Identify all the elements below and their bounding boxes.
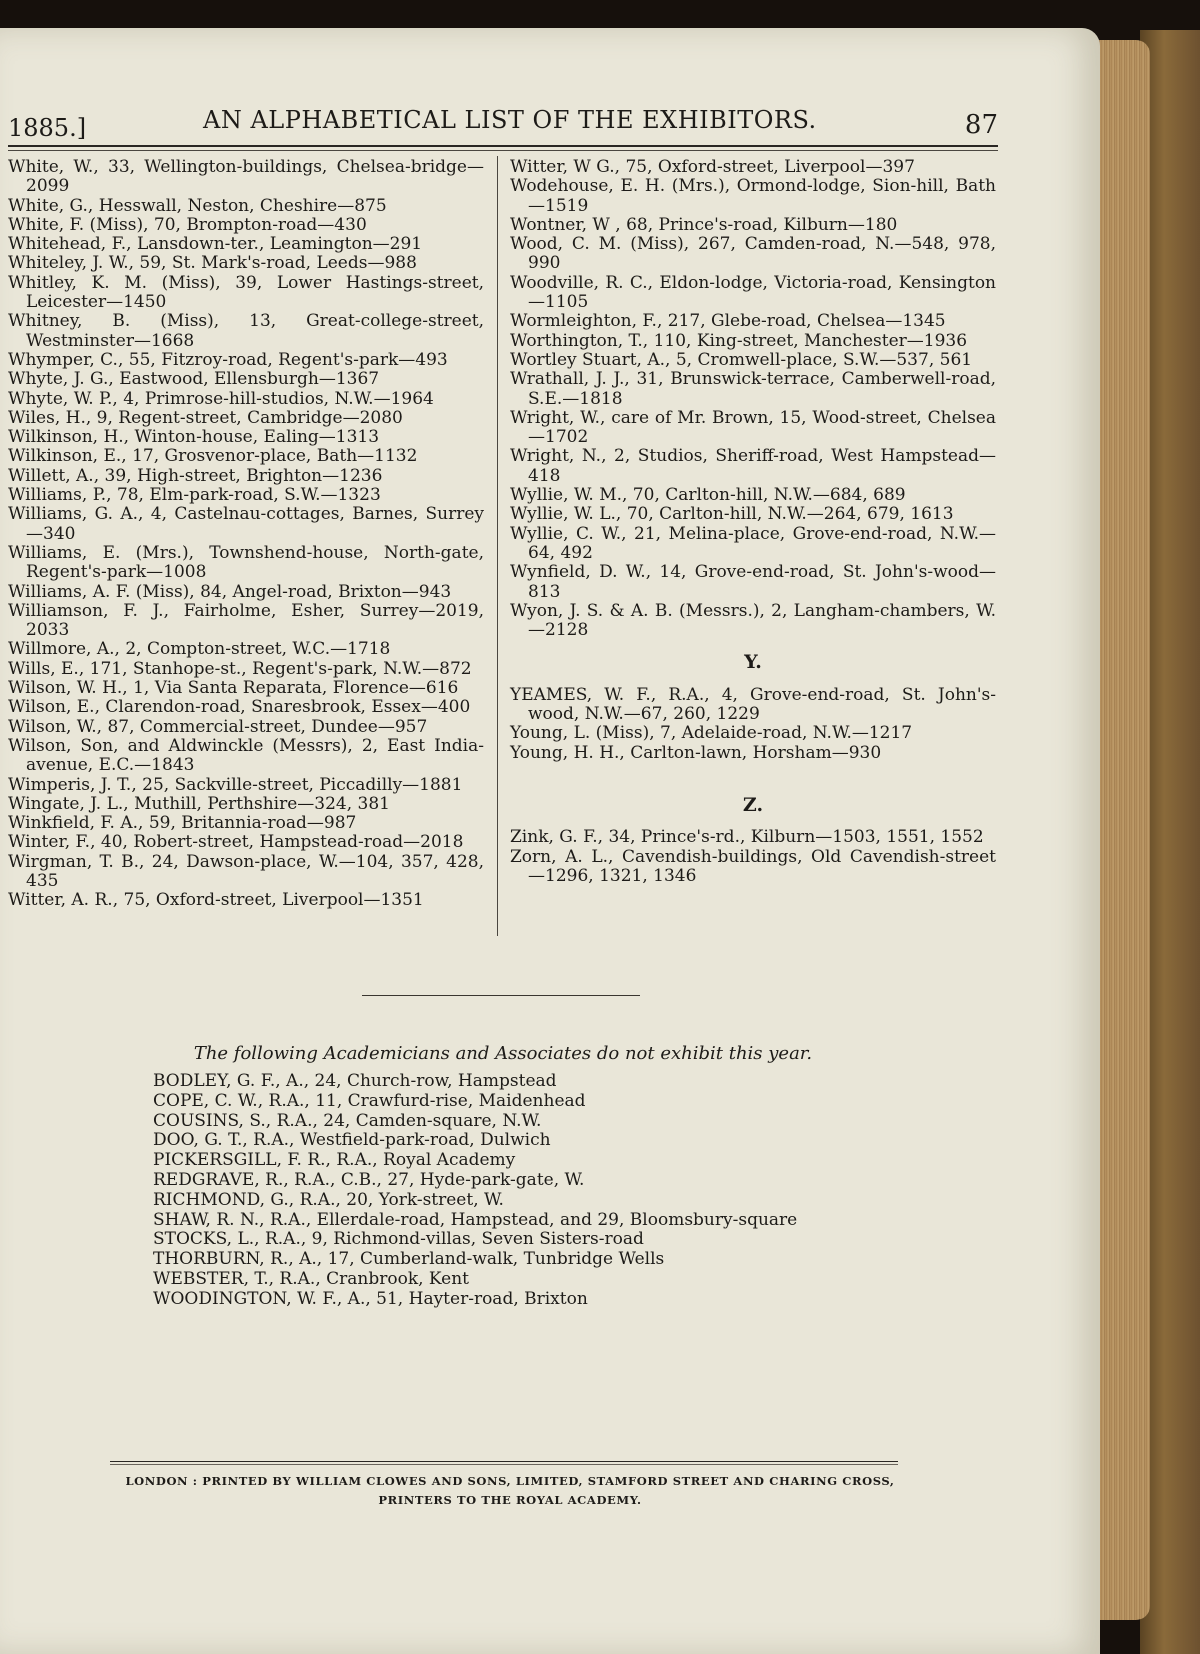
exhibitor-entry: Wilkinson, E., 17, Grosvenor-place, Bath—1132 [8, 446, 418, 467]
exhibitor-entry: White, W., 33, Wellington-buildings, Chelsea-bridge—2099 [8, 157, 484, 197]
exhibitor-entry: Wilson, W. H., 1, Via Santa Reparata, Florence—616 [8, 678, 459, 699]
exhibitor-entry: Whiteley, J. W., 59, St. Mark's-road, Leeds—988 [8, 253, 417, 274]
academician-entry: COPE, C. W., R.A., 11, Crawfurd-rise, Maidenhead [153, 1090, 586, 1111]
header-title: AN ALPHABETICAL LIST OF THE EXHIBITORS. [203, 106, 817, 134]
header-rule-thin [8, 150, 998, 151]
exhibitor-entry: Wright, N., 2, Studios, Sheriff-road, West Hampstead—418 [510, 446, 996, 486]
section-heading-z: Z. [742, 793, 764, 816]
exhibitor-entry: Wortley Stuart, A., 5, Cromwell-place, S.W.—537, 561 [510, 349, 973, 370]
footer-rule [110, 1461, 898, 1462]
exhibitor-entry: Woodville, R. C., Eldon-lodge, Victoria-road, Kensington—1105 [510, 272, 996, 313]
exhibitor-entry: Williams, A. F. (Miss), 84, Angel-road, Brixton—943 [8, 581, 452, 602]
exhibitor-entry: Young, L. (Miss), 7, Adelaide-road, N.W.—1217 [510, 723, 913, 744]
exhibitor-entry: Whitley, K. M. (Miss), 39, Lower Hastings-street, Leicester—1450 [8, 272, 484, 313]
exhibitor-entry: Wilson, W., 87, Commercial-street, Dundee—957 [8, 716, 428, 737]
exhibitor-entry: Wyllie, W. M., 70, Carlton-hill, N.W.—684, 689 [510, 485, 906, 506]
header-year: 1885.] [8, 114, 87, 142]
exhibitor-entry: White, G., Hesswall, Neston, Cheshire—875 [8, 195, 387, 216]
academician-entry: STOCKS, L., R.A., 9, Richmond-villas, Seven Sisters-road [153, 1229, 644, 1250]
exhibitor-entry: Wirgman, T. B., 24, Dawson-place, W.—104, 357, 428, 435 [8, 851, 484, 891]
exhibitor-entry: Williams, P., 78, Elm-park-road, S.W.—1323 [8, 485, 381, 506]
section-gap [510, 763, 996, 783]
academician-entry: RICHMOND, G., R.A., 20, York-street, W. [153, 1189, 504, 1210]
academician-entry: DOO, G. T., R.A., Westfield-park-road, Dulwich [153, 1130, 551, 1151]
exhibitor-entry: Wontner, W , 68, Prince's-road, Kilburn—180 [510, 214, 898, 235]
printer-imprint [60, 1472, 960, 1510]
exhibitor-entry: Witter, W G., 75, Oxford-street, Liverpool—397 [510, 157, 915, 177]
exhibitor-entry: Zink, G. F., 34, Prince's-rd., Kilburn—1503, 1551, 1552 [510, 827, 984, 848]
academician-entry: THORBURN, R., A., 17, Cumberland-walk, Tunbridge Wells [153, 1249, 665, 1270]
exhibitor-entry: Whyte, W. P., 4, Primrose-hill-studios, N.W.—1964 [8, 388, 434, 409]
right-column [510, 158, 996, 886]
exhibitor-entry: Wilson, E., Clarendon-road, Snaresbrook, Essex—400 [8, 697, 471, 718]
imprint-line-2: PRINTERS TO THE ROYAL ACADEMY. [378, 1493, 642, 1507]
exhibitor-entry: Whitehead, F., Lansdown-ter., Leamington—291 [8, 234, 423, 255]
exhibitor-entry: Wood, C. M. (Miss), 267, Camden-road, N.—548, 978, 990 [510, 234, 996, 274]
section-rule [362, 995, 640, 996]
left-column [8, 158, 484, 911]
exhibitor-entry: Wilkinson, H., Winton-house, Ealing—1313 [8, 427, 380, 448]
exhibitor-entry: Wimperis, J. T., 25, Sackville-street, Piccadilly—1881 [8, 774, 463, 795]
running-header [8, 104, 998, 140]
academician-entry: PICKERSGILL, F. R., R.A., Royal Academy [153, 1150, 516, 1171]
imprint-line-1: LONDON : PRINTED BY WILLIAM CLOWES AND SONS, LIMITED, STAMFORD STREET AND CHARING CROSS, [125, 1474, 895, 1488]
exhibitor-entry: Wodehouse, E. H. (Mrs.), Ormond-lodge, Sion-hill, Bath—1519 [510, 176, 996, 216]
exhibitor-entry: Zorn, A. L., Cavendish-buildings, Old Cavendish-street—1296, 1321, 1346 [510, 846, 996, 886]
exhibitor-entry: Witter, A. R., 75, Oxford-street, Liverpool—1351 [8, 890, 424, 911]
academician-entry: COUSINS, S., R.A., 24, Camden-square, N.W. [153, 1110, 542, 1131]
exhibitor-entry: Willmore, A., 2, Compton-street, W.C.—1718 [8, 639, 391, 660]
academician-entry: BODLEY, G. F., A., 24, Church-row, Hampstead [153, 1071, 557, 1091]
exhibitor-entry: Whitney, B. (Miss), 13, Great-college-street, Westminster—1668 [8, 311, 484, 351]
academician-entry: WEBSTER, T., R.A., Cranbrook, Kent [153, 1268, 470, 1289]
academician-entry: SHAW, R. N., R.A., Ellerdale-road, Hampstead, and 29, Bloomsbury-square [153, 1209, 798, 1230]
exhibitor-entry: Williams, E. (Mrs.), Townshend-house, North-gate, Regent's-park—1008 [8, 542, 484, 583]
exhibitor-entry: White, F. (Miss), 70, Brompton-road—430 [8, 214, 367, 235]
exhibitor-entry: Wyllie, C. W., 21, Melina-place, Grove-end-road, N.W.—64, 492 [510, 523, 996, 563]
academician-entry: REDGRAVE, R., R.A., C.B., 27, Hyde-park-gate, W. [153, 1169, 585, 1190]
exhibitor-entry: Whymper, C., 55, Fitzroy-road, Regent's-park—493 [8, 349, 448, 370]
exhibitor-entry: Winter, F., 40, Robert-street, Hampstead-road—2018 [8, 832, 464, 853]
exhibitor-entry: Wiles, H., 9, Regent-street, Cambridge—2080 [8, 407, 403, 428]
page-number: 87 [964, 110, 998, 140]
exhibitor-entry: Wingate, J. L., Muthill, Perthshire—324, 381 [8, 793, 390, 814]
exhibitor-entry: Willett, A., 39, High-street, Brighton—1236 [8, 465, 383, 486]
exhibitor-entry: Wills, E., 171, Stanhope-st., Regent's-park, N.W.—872 [8, 658, 472, 679]
exhibitor-entry: Winkfield, F. A., 59, Britannia-road—987 [8, 813, 357, 834]
exhibitor-entry: Wyllie, W. L., 70, Carlton-hill, N.W.—264, 679, 1613 [510, 504, 954, 525]
exhibitor-entry: Wilson, Son, and Aldwinckle (Messrs), 2, East India-avenue, E.C.—1843 [8, 735, 484, 776]
column-divider [497, 156, 498, 936]
exhibitor-entry: Williamson, F. J., Fairholme, Esher, Surrey—2019, 2033 [8, 600, 484, 641]
exhibitor-entry: YEAMES, W. F., R.A., 4, Grove-end-road, St. John's-wood, N.W.—67, 260, 1229 [510, 684, 996, 725]
footer-rule-thin [110, 1464, 898, 1465]
exhibitor-entry: Wynfield, D. W., 14, Grove-end-road, St. John's-wood—813 [510, 562, 996, 602]
exhibitor-entry: Whyte, J. G., Eastwood, Ellensburgh—1367 [8, 369, 380, 390]
exhibitor-entry: Wyon, J. S. & A. B. (Messrs.), 2, Langham-chambers, W.—2128 [510, 600, 996, 641]
exhibitor-entry: Worthington, T., 110, King-street, Manchester—1936 [510, 330, 968, 351]
header-rule [8, 145, 998, 147]
exhibitor-entry: Wright, W., care of Mr. Brown, 15, Wood-street, Chelsea—1702 [510, 407, 996, 448]
exhibitor-entry: Williams, G. A., 4, Castelnau-cottages, Barnes, Surrey—340 [8, 504, 484, 544]
academicians-list [153, 1072, 993, 1310]
exhibitor-entry: Wrathall, J. J., 31, Brunswick-terrace, Camberwell-road, S.E.—1818 [510, 369, 996, 409]
exhibitor-entry: Wormleighton, F., 217, Glebe-road, Chelsea—1345 [510, 311, 946, 332]
academicians-note-title: The following Academicians and Associates do not exhibit this year. [193, 1043, 813, 1064]
academician-entry: WOODINGTON, W. F., A., 51, Hayter-road, Brixton [153, 1288, 588, 1309]
section-heading-y: Y. [744, 651, 762, 674]
exhibitor-entry: Young, H. H., Carlton-lawn, Horsham—930 [510, 742, 882, 763]
